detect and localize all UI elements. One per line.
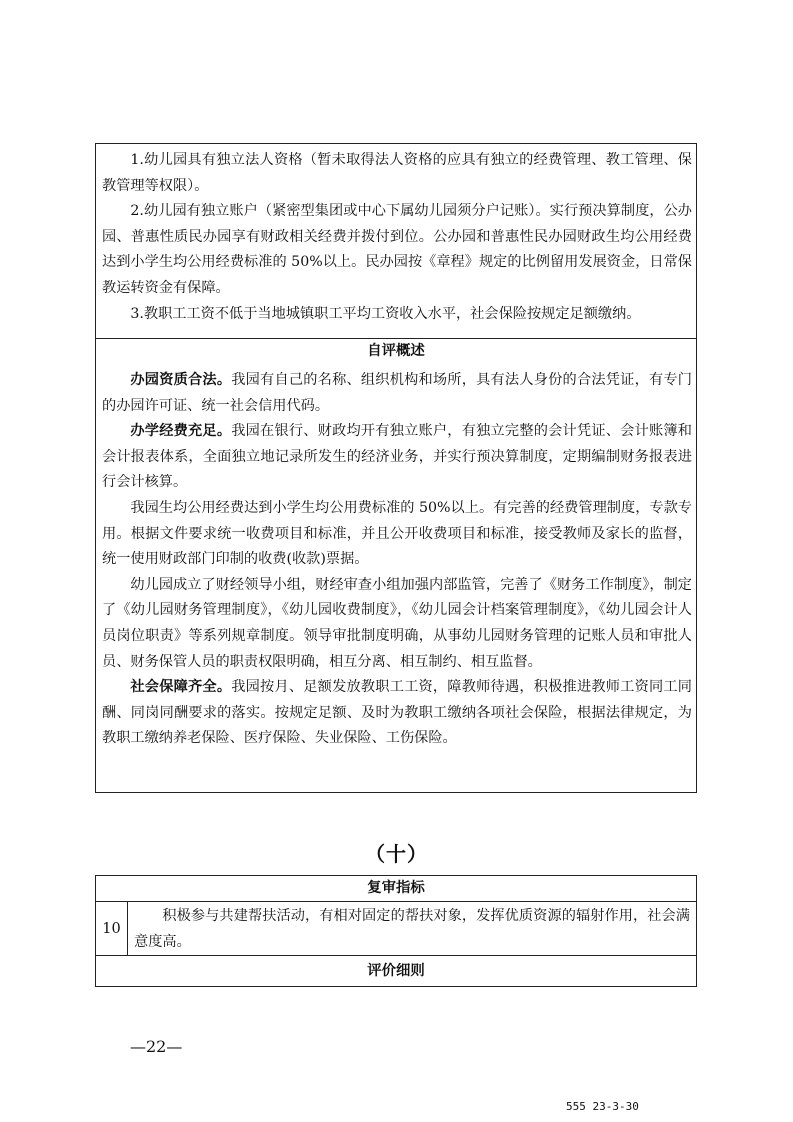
- criteria-item-3: 3.教职工工资不低于当地城镇职工平均工资收入水平，社会保险按规定足额缴纳。: [130, 305, 641, 322]
- self-eval-paragraph-4: 幼儿园成立了财经领导小组，财经审查小组加强内部监管，完善了《财务工作制度》，制定了《幼儿园财务管理制度》，《幼儿园收费制度》，《幼儿园会计档案管理制度》，《幼儿园会计人员岗位职责》等系列规章制度。领导审批制度明确，从事幼儿园财务管理的记账人员和审批人员、财务保管人员的职责权限明确，相互分离、相互制约、相互监督。: [102, 576, 692, 670]
- print-stamp: 555 23-3-30: [566, 1100, 639, 1113]
- review-number: 10: [96, 902, 128, 956]
- review-header: 复审指标: [367, 880, 425, 896]
- review-text: 积极参与共建帮扶活动，有相对固定的帮扶对象，发挥优质资源的辐射作用，社会满意度高。: [134, 908, 690, 950]
- self-eval-header: 自评概述: [96, 338, 696, 363]
- review-row: [96, 901, 696, 955]
- paragraph-lead: 办园资质合法。: [130, 372, 232, 388]
- paragraph-lead: 社会保障齐全。: [130, 679, 232, 696]
- paragraph-text: 我园有自己的名称、组织机构和场所，具有法人身份的合法凭证，有专门的办园许可证、统一社会信用代码。: [102, 372, 692, 414]
- self-eval-paragraph-5: [102, 675, 692, 752]
- self-eval-section: [96, 368, 696, 752]
- paragraph-lead: 办学经费充足。: [130, 423, 232, 440]
- criteria-table: [95, 143, 697, 793]
- criteria-section: [96, 148, 696, 327]
- paragraph-text: 我园按月、足额发放教职工工资，障教师待遇，积极推进教师工资同工同酬、同岗同酬要求的落实。按规定足额、及时为教职工缴纳各项社会保险，根据法律规定，为教职工缴纳养老保险、医疗保险、失业保险、工伤保险。: [102, 679, 692, 747]
- details-header: 评价细则: [96, 955, 696, 986]
- self-eval-paragraph-3: 我园生均公用经费达到小学生均公用费标准的 50%以上。有完善的经费管理制度，专款专用。根据文件要求统一收费项目和标准，并且公开收费项目和标准，接受教师及家长的监督，统一使用财政部门印制的收费(收款)票据。: [102, 499, 692, 568]
- self-eval-paragraph-2: [102, 419, 692, 496]
- page-number: —22—: [130, 1037, 183, 1056]
- review-table: [95, 875, 697, 987]
- criteria-item-2: 2.幼儿园有独立账户（紧密型集团或中心下属幼儿园须分户记账）。实行预决算制度，公办园、普惠性质民办园享有财政相关经费并拨付到位。公办园和普惠性民办园财政生均公用经费达到小学生均公用经费标准的 50%以上。民办园按《章程》规定的比例留用发展资金，日常保教运转资金有保障。: [102, 203, 692, 296]
- paragraph-text: 我园在银行、财政均开有独立账户，有独立完整的会计凭证、会计账簿和会计报表体系，全面独立地记录所发生的经济业务，并实行预决算制度，定期编制财务报表进行会计核算。: [102, 423, 692, 491]
- criteria-item-1: 1.幼儿园具有独立法人资格（暂未取得法人资格的应具有独立的经费管理、教工管理、保教管理等权限）。: [102, 152, 692, 194]
- section-title: （十）: [365, 842, 428, 866]
- self-eval-paragraph-1: [102, 368, 692, 419]
